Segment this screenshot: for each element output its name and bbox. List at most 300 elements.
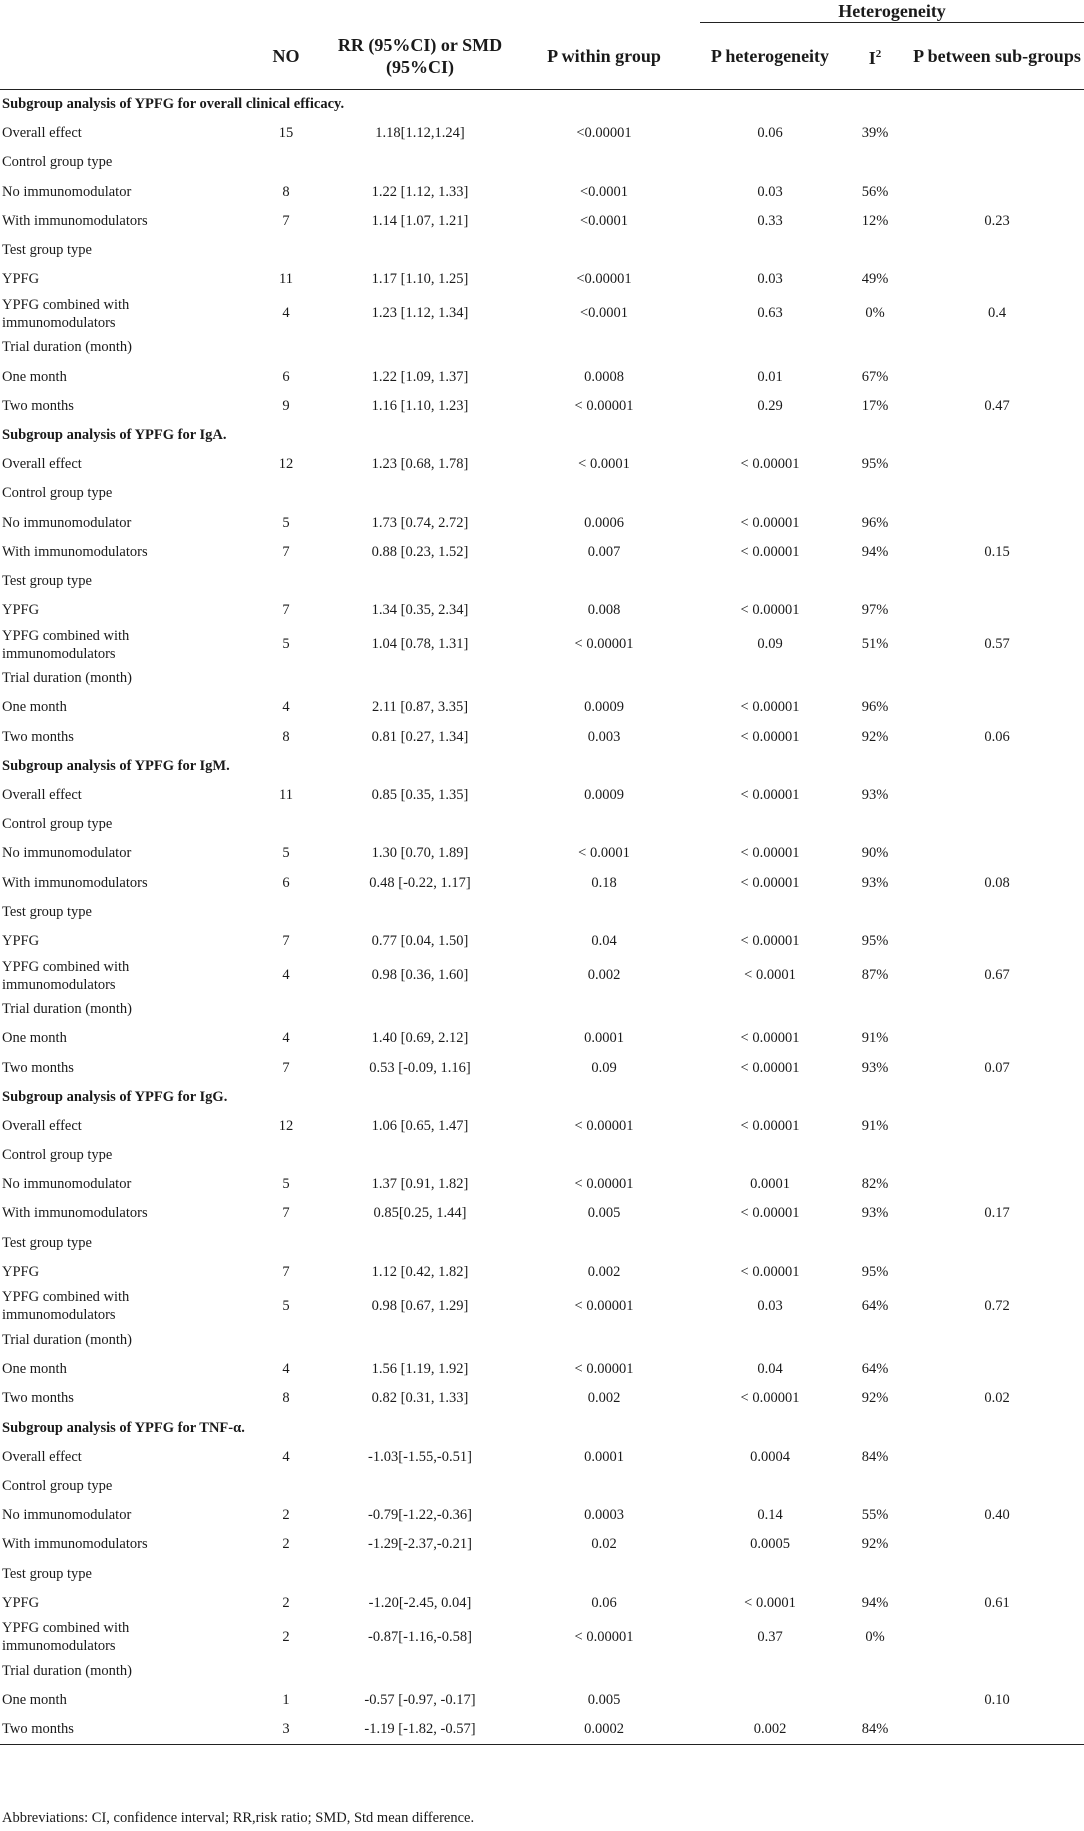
cell-p-heterogeneity: < 0.00001 bbox=[740, 543, 800, 560]
cell-no: 4 bbox=[282, 1448, 290, 1465]
cell-i2 bbox=[840, 1326, 910, 1355]
row-label: YPFG combined with immunomodulators bbox=[2, 1620, 130, 1655]
row-label: YPFG combined with immunomodulators bbox=[2, 958, 130, 993]
section-row bbox=[0, 1414, 1084, 1443]
cell-i2: 95% bbox=[861, 456, 889, 473]
cell-i2 bbox=[840, 567, 910, 596]
table-row bbox=[0, 810, 1084, 839]
cell-p-between: 0.67 bbox=[984, 967, 1010, 984]
cell-no bbox=[240, 1229, 332, 1258]
cell-i2: 91% bbox=[861, 1117, 889, 1134]
row-label: With immunomodulators bbox=[2, 1205, 148, 1222]
cell-p-between bbox=[910, 995, 1084, 1024]
cell-p-heterogeneity: 0.33 bbox=[757, 212, 783, 229]
row-label: Test group type bbox=[2, 242, 92, 259]
cell-p-within: 0.0003 bbox=[584, 1507, 624, 1524]
cell-p-heterogeneity: 0.0005 bbox=[750, 1536, 790, 1553]
table-row bbox=[0, 1287, 1084, 1326]
cell-i2: 93% bbox=[861, 1059, 889, 1076]
cell-p-heterogeneity bbox=[700, 898, 840, 927]
row-label: YPFG bbox=[2, 932, 40, 949]
row-label: Overall effect bbox=[2, 1117, 82, 1134]
cell-p-heterogeneity bbox=[700, 1559, 840, 1588]
cell-p-within: 0.0008 bbox=[584, 368, 624, 385]
cell-i2: 87% bbox=[861, 967, 889, 984]
cell-i2: 97% bbox=[861, 602, 889, 619]
cell-p-within: < 0.00001 bbox=[574, 1117, 634, 1134]
cell-no: 5 bbox=[282, 1297, 290, 1314]
cell-p-heterogeneity bbox=[700, 810, 840, 839]
cell-p-heterogeneity: < 0.00001 bbox=[740, 1263, 800, 1280]
section-title: Subgroup analysis of YPFG for IgM. bbox=[2, 757, 230, 774]
cell-i2: 84% bbox=[840, 1715, 910, 1745]
cell-rr: 1.56 [1.19, 1.92] bbox=[371, 1361, 469, 1378]
cell-p-between bbox=[910, 1559, 1084, 1588]
cell-i2 bbox=[840, 664, 910, 693]
table-row bbox=[0, 1559, 1084, 1588]
row-label: Control group type bbox=[2, 154, 113, 171]
row-label: Control group type bbox=[2, 485, 113, 502]
cell-p-heterogeneity: < 0.00001 bbox=[740, 874, 800, 891]
row-label: Two months bbox=[0, 1715, 240, 1745]
cell-no: 4 bbox=[282, 699, 290, 716]
table-row bbox=[0, 1229, 1084, 1258]
row-label: With immunomodulators bbox=[2, 212, 148, 229]
section-row bbox=[0, 90, 1084, 120]
table-row bbox=[0, 567, 1084, 596]
cell-rr: 1.16 [1.10, 1.23] bbox=[371, 397, 469, 414]
cell-no bbox=[240, 333, 332, 362]
cell-rr: -0.87[-1.16,-0.58] bbox=[368, 1628, 472, 1645]
section-title: Subgroup analysis of YPFG for TNF-α. bbox=[2, 1419, 245, 1436]
cell-no: 12 bbox=[278, 1117, 294, 1134]
table-row bbox=[0, 723, 1084, 752]
cell-p-heterogeneity: < 0.0001 bbox=[744, 1594, 796, 1611]
cell-p-within: < 0.0001 bbox=[578, 456, 630, 473]
row-label: YPFG bbox=[2, 1594, 40, 1611]
cell-p-within: < 0.00001 bbox=[574, 1176, 634, 1193]
cell-no: 2 bbox=[282, 1628, 290, 1645]
cell-p-within bbox=[508, 1657, 700, 1686]
table-row bbox=[0, 898, 1084, 927]
cell-p-within bbox=[508, 810, 700, 839]
cell-p-between: 0.61 bbox=[984, 1594, 1010, 1611]
row-label: Control group type bbox=[2, 816, 113, 833]
cell-no: 1 bbox=[282, 1692, 290, 1709]
table-row bbox=[0, 392, 1084, 421]
col-i2-header: $I^2$ bbox=[868, 48, 882, 68]
cell-i2 bbox=[840, 1657, 910, 1686]
cell-p-heterogeneity bbox=[700, 664, 840, 693]
cell-p-within: 0.0006 bbox=[584, 514, 624, 531]
cell-i2: 82% bbox=[861, 1176, 889, 1193]
cell-no: 8 bbox=[282, 728, 290, 745]
cell-no bbox=[240, 236, 332, 265]
cell-i2: 49% bbox=[861, 271, 889, 288]
footnote: Abbreviations: CI, confidence interval; RR,risk ratio; SMD, Std mean difference. bbox=[2, 1810, 475, 1826]
cell-no: 2 bbox=[282, 1507, 290, 1524]
cell-rr bbox=[332, 1559, 508, 1588]
cell-p-between bbox=[910, 1024, 1084, 1053]
cell-no: 7 bbox=[282, 543, 290, 560]
table-row bbox=[0, 1355, 1084, 1384]
cell-p-within bbox=[508, 995, 700, 1024]
cell-rr: -0.57 [-0.97, -0.17] bbox=[364, 1692, 476, 1709]
row-label: Test group type bbox=[2, 1565, 92, 1582]
table-row bbox=[0, 956, 1084, 995]
cell-p-between bbox=[910, 1657, 1084, 1686]
cell-i2: 67% bbox=[861, 368, 889, 385]
cell-no: 7 bbox=[282, 1205, 290, 1222]
row-label: Overall effect bbox=[2, 1448, 82, 1465]
cell-no: 3 bbox=[240, 1715, 332, 1745]
cell-no: 7 bbox=[282, 1059, 290, 1076]
cell-i2: 94% bbox=[861, 1594, 889, 1611]
cell-no: 7 bbox=[282, 1263, 290, 1280]
cell-p-heterogeneity: 0.03 bbox=[757, 271, 783, 288]
cell-p-within bbox=[508, 1326, 700, 1355]
cell-p-between bbox=[910, 1229, 1084, 1258]
table-row bbox=[0, 538, 1084, 567]
cell-p-within: < 0.00001 bbox=[574, 1628, 634, 1645]
col-phet-header: P heterogeneity bbox=[710, 46, 830, 66]
cell-p-between: 0.07 bbox=[984, 1059, 1010, 1076]
cell-rr: 1.34 [0.35, 2.34] bbox=[371, 602, 469, 619]
row-label: Control group type bbox=[2, 1477, 113, 1494]
cell-p-heterogeneity: 0.63 bbox=[757, 305, 783, 322]
cell-p-within bbox=[508, 1472, 700, 1501]
heterogeneity-header: Heterogeneity bbox=[700, 0, 1084, 23]
row-label: YPFG combined with immunomodulators bbox=[2, 1289, 130, 1324]
cell-p-within: 0.002 bbox=[587, 967, 621, 984]
row-label: Trial duration (month) bbox=[2, 1001, 132, 1018]
cell-rr: 0.85 [0.35, 1.35] bbox=[371, 787, 469, 804]
row-label: No immunomodulator bbox=[2, 183, 132, 200]
table-row bbox=[0, 148, 1084, 177]
row-label: YPFG bbox=[2, 1263, 40, 1280]
cell-p-within: 0.04 bbox=[591, 932, 617, 949]
cell-p-heterogeneity bbox=[700, 567, 840, 596]
table-row bbox=[0, 1501, 1084, 1530]
cell-p-between bbox=[910, 839, 1084, 868]
cell-no: 11 bbox=[279, 271, 293, 288]
cell-p-heterogeneity: < 0.00001 bbox=[740, 1030, 800, 1047]
cell-no bbox=[240, 479, 332, 508]
table-row bbox=[0, 294, 1084, 333]
row-label: Trial duration (month) bbox=[2, 1662, 132, 1679]
cell-p-between bbox=[910, 1326, 1084, 1355]
cell-p-within: 0.0001 bbox=[584, 1030, 624, 1047]
cell-i2: 93% bbox=[861, 787, 889, 804]
cell-p-heterogeneity bbox=[700, 479, 840, 508]
table-row bbox=[0, 869, 1084, 898]
cell-p-heterogeneity bbox=[700, 995, 840, 1024]
cell-i2: 12% bbox=[861, 212, 889, 229]
row-label: YPFG combined with immunomodulators bbox=[2, 627, 130, 662]
cell-p-between bbox=[910, 148, 1084, 177]
cell-p-within: 0.007 bbox=[587, 543, 621, 560]
cell-p-within bbox=[508, 148, 700, 177]
table-body bbox=[0, 90, 1084, 1745]
cell-rr: 0.81 [0.27, 1.34] bbox=[371, 728, 469, 745]
col-rr-header: RR (95%CI) or SMD (95%CI) bbox=[337, 34, 503, 77]
cell-p-heterogeneity: 0.03 bbox=[757, 1297, 783, 1314]
cell-i2: 95% bbox=[861, 1263, 889, 1280]
table-row bbox=[0, 1024, 1084, 1053]
cell-i2: 90% bbox=[861, 845, 889, 862]
table-row bbox=[0, 207, 1084, 236]
cell-i2: 55% bbox=[861, 1507, 889, 1524]
section-row bbox=[0, 421, 1084, 450]
table-row bbox=[0, 693, 1084, 722]
row-label: Two months bbox=[2, 728, 74, 745]
cell-i2 bbox=[840, 148, 910, 177]
cell-p-within: 0.0002 bbox=[508, 1715, 700, 1745]
cell-no: 2 bbox=[282, 1536, 290, 1553]
cell-no: 4 bbox=[282, 1361, 290, 1378]
cell-p-within: 0.09 bbox=[591, 1059, 617, 1076]
row-label: Overall effect bbox=[2, 125, 82, 142]
table-row bbox=[0, 265, 1084, 294]
cell-p-heterogeneity: < 0.00001 bbox=[740, 699, 800, 716]
cell-rr: 1.73 [0.74, 2.72] bbox=[371, 514, 469, 531]
cell-i2: 92% bbox=[861, 1536, 889, 1553]
cell-p-heterogeneity: 0.03 bbox=[757, 183, 783, 200]
cell-rr bbox=[332, 664, 508, 693]
cell-i2 bbox=[840, 1141, 910, 1170]
cell-p-within: 0.002 bbox=[587, 1390, 621, 1407]
table-row bbox=[0, 1657, 1084, 1686]
cell-i2: 84% bbox=[861, 1448, 889, 1465]
cell-p-within bbox=[508, 236, 700, 265]
row-label: Two months bbox=[2, 1059, 74, 1076]
cell-rr: 1.04 [0.78, 1.31] bbox=[371, 636, 469, 653]
table-row bbox=[0, 1530, 1084, 1559]
table-row bbox=[0, 625, 1084, 664]
cell-rr bbox=[332, 236, 508, 265]
cell-no bbox=[240, 995, 332, 1024]
cell-i2 bbox=[840, 898, 910, 927]
table-row bbox=[0, 1618, 1084, 1657]
row-label: One month bbox=[2, 368, 67, 385]
cell-p-between bbox=[910, 1530, 1084, 1559]
cell-no: 4 bbox=[282, 305, 290, 322]
cell-p-heterogeneity: 0.04 bbox=[757, 1361, 783, 1378]
table-row bbox=[0, 363, 1084, 392]
cell-p-between bbox=[910, 1443, 1084, 1472]
cell-p-between bbox=[910, 693, 1084, 722]
row-label: One month bbox=[2, 1030, 67, 1047]
cell-rr: 0.98 [0.36, 1.60] bbox=[371, 967, 469, 984]
table-row bbox=[0, 781, 1084, 810]
cell-rr: 1.22 [1.09, 1.37] bbox=[371, 368, 469, 385]
row-label: No immunomodulator bbox=[2, 514, 132, 531]
cell-i2: 17% bbox=[861, 397, 889, 414]
row-label: YPFG combined with immunomodulators bbox=[2, 296, 130, 331]
cell-p-within: <0.0001 bbox=[579, 183, 629, 200]
table-row bbox=[0, 508, 1084, 537]
cell-i2: 51% bbox=[861, 636, 889, 653]
cell-p-between bbox=[910, 898, 1084, 927]
row-label: With immunomodulators bbox=[2, 543, 148, 560]
cell-p-within bbox=[508, 1229, 700, 1258]
cell-p-heterogeneity: < 0.0001 bbox=[744, 967, 796, 984]
cell-i2 bbox=[840, 1686, 910, 1715]
cell-p-between bbox=[910, 1355, 1084, 1384]
cell-p-between bbox=[910, 810, 1084, 839]
cell-no: 4 bbox=[282, 967, 290, 984]
cell-no: 12 bbox=[278, 456, 294, 473]
col-no-header: NO bbox=[272, 45, 300, 66]
cell-no: 9 bbox=[282, 397, 290, 414]
row-label: YPFG bbox=[2, 602, 40, 619]
cell-p-heterogeneity: 0.06 bbox=[757, 125, 783, 142]
row-label: No immunomodulator bbox=[2, 1507, 132, 1524]
table-row bbox=[0, 596, 1084, 625]
cell-p-within bbox=[508, 567, 700, 596]
section-title: Subgroup analysis of YPFG for IgA. bbox=[2, 426, 227, 443]
cell-p-between bbox=[910, 664, 1084, 693]
cell-p-heterogeneity: < 0.00001 bbox=[740, 1059, 800, 1076]
cell-p-within: 0.005 bbox=[587, 1692, 621, 1709]
cell-p-between bbox=[910, 479, 1084, 508]
cell-p-heterogeneity: 0.37 bbox=[757, 1628, 783, 1645]
cell-no: 11 bbox=[279, 787, 293, 804]
section-row bbox=[0, 752, 1084, 781]
cell-p-heterogeneity: < 0.00001 bbox=[740, 845, 800, 862]
cell-i2: 0% bbox=[865, 1628, 885, 1645]
cell-rr bbox=[332, 1326, 508, 1355]
cell-p-between bbox=[910, 265, 1084, 294]
cell-rr bbox=[332, 898, 508, 927]
cell-no: 5 bbox=[282, 636, 290, 653]
cell-i2: 64% bbox=[861, 1297, 889, 1314]
cell-rr: 1.37 [0.91, 1.82] bbox=[371, 1176, 469, 1193]
cell-no bbox=[240, 1141, 332, 1170]
cell-i2 bbox=[840, 995, 910, 1024]
cell-p-heterogeneity: < 0.00001 bbox=[740, 787, 800, 804]
cell-no bbox=[240, 148, 332, 177]
section-row bbox=[0, 1083, 1084, 1112]
cell-i2 bbox=[840, 810, 910, 839]
table-row bbox=[0, 995, 1084, 1024]
cell-p-heterogeneity: < 0.00001 bbox=[740, 728, 800, 745]
cell-rr bbox=[332, 333, 508, 362]
cell-no: 6 bbox=[282, 368, 290, 385]
cell-p-heterogeneity: < 0.00001 bbox=[740, 1390, 800, 1407]
cell-no: 8 bbox=[282, 183, 290, 200]
cell-rr bbox=[332, 479, 508, 508]
cell-rr: 0.77 [0.04, 1.50] bbox=[371, 932, 469, 949]
table-row bbox=[0, 1170, 1084, 1199]
cell-p-within: < 0.0001 bbox=[578, 845, 630, 862]
cell-no bbox=[240, 898, 332, 927]
cell-rr: 1.23 [1.12, 1.34] bbox=[371, 305, 469, 322]
table-row bbox=[0, 333, 1084, 362]
cell-p-within: <0.0001 bbox=[579, 212, 629, 229]
cell-rr: 1.06 [0.65, 1.47] bbox=[371, 1117, 469, 1134]
row-label: Two months bbox=[2, 1390, 74, 1407]
table-row bbox=[0, 1112, 1084, 1141]
row-label: One month bbox=[2, 1692, 67, 1709]
table-row bbox=[0, 1053, 1084, 1082]
cell-i2: 96% bbox=[861, 514, 889, 531]
cell-rr: 0.88 [0.23, 1.52] bbox=[371, 543, 469, 560]
cell-p-within: < 0.00001 bbox=[574, 1297, 634, 1314]
row-label: Trial duration (month) bbox=[2, 1332, 132, 1349]
row-label: Control group type bbox=[2, 1147, 113, 1164]
cell-no: 7 bbox=[282, 602, 290, 619]
cell-no bbox=[240, 1559, 332, 1588]
cell-p-heterogeneity bbox=[700, 1686, 840, 1715]
cell-i2: 39% bbox=[861, 125, 889, 142]
row-label: One month bbox=[2, 1361, 67, 1378]
col-pwithin-header: P within group bbox=[547, 45, 661, 66]
cell-p-between bbox=[910, 119, 1084, 148]
cell-p-heterogeneity: 0.14 bbox=[757, 1507, 783, 1524]
row-label: Two months bbox=[2, 397, 74, 414]
table-row bbox=[0, 1443, 1084, 1472]
cell-p-heterogeneity: 0.09 bbox=[757, 636, 783, 653]
cell-p-heterogeneity: < 0.00001 bbox=[740, 1117, 800, 1134]
table-row bbox=[0, 1258, 1084, 1287]
cell-rr: 1.30 [0.70, 1.89] bbox=[371, 845, 469, 862]
cell-p-within: 0.0009 bbox=[584, 787, 624, 804]
cell-p-between bbox=[910, 363, 1084, 392]
cell-no bbox=[240, 810, 332, 839]
cell-p-heterogeneity: 0.01 bbox=[757, 368, 783, 385]
cell-no: 8 bbox=[282, 1390, 290, 1407]
table-row bbox=[0, 178, 1084, 207]
cell-p-within: < 0.00001 bbox=[574, 636, 634, 653]
cell-p-heterogeneity bbox=[700, 1472, 840, 1501]
cell-no: 5 bbox=[282, 1176, 290, 1193]
cell-p-between bbox=[910, 450, 1084, 479]
cell-p-heterogeneity: 0.0004 bbox=[750, 1448, 790, 1465]
row-label: Trial duration (month) bbox=[2, 670, 132, 687]
cell-p-within bbox=[508, 1559, 700, 1588]
cell-p-between: 0.57 bbox=[984, 636, 1010, 653]
cell-p-between: 0.40 bbox=[984, 1507, 1010, 1524]
cell-rr: -1.19 [-1.82, -0.57] bbox=[332, 1715, 508, 1745]
row-label: With immunomodulators bbox=[2, 874, 148, 891]
cell-rr bbox=[332, 567, 508, 596]
row-label: One month bbox=[2, 699, 67, 716]
cell-i2: 0% bbox=[865, 305, 885, 322]
cell-p-between bbox=[910, 333, 1084, 362]
cell-p-heterogeneity: 0.0001 bbox=[750, 1176, 790, 1193]
cell-p-between bbox=[910, 1141, 1084, 1170]
cell-p-heterogeneity: < 0.00001 bbox=[740, 514, 800, 531]
cell-no bbox=[240, 567, 332, 596]
row-label: YPFG bbox=[2, 271, 40, 288]
cell-rr: -1.29[-2.37,-0.21] bbox=[368, 1536, 472, 1553]
cell-p-between bbox=[910, 178, 1084, 207]
cell-rr: 0.48 [-0.22, 1.17] bbox=[369, 874, 471, 891]
cell-p-within: < 0.00001 bbox=[574, 1361, 634, 1378]
cell-p-within: <0.00001 bbox=[576, 271, 632, 288]
cell-p-within: 0.02 bbox=[591, 1536, 617, 1553]
cell-p-within: <0.0001 bbox=[579, 305, 629, 322]
cell-i2 bbox=[840, 236, 910, 265]
table-row bbox=[0, 1715, 1084, 1745]
cell-rr bbox=[332, 1657, 508, 1686]
cell-no: 7 bbox=[282, 212, 290, 229]
cell-rr bbox=[332, 1229, 508, 1258]
table-row bbox=[0, 450, 1084, 479]
cell-p-within: 0.008 bbox=[587, 602, 621, 619]
cell-p-within bbox=[508, 333, 700, 362]
